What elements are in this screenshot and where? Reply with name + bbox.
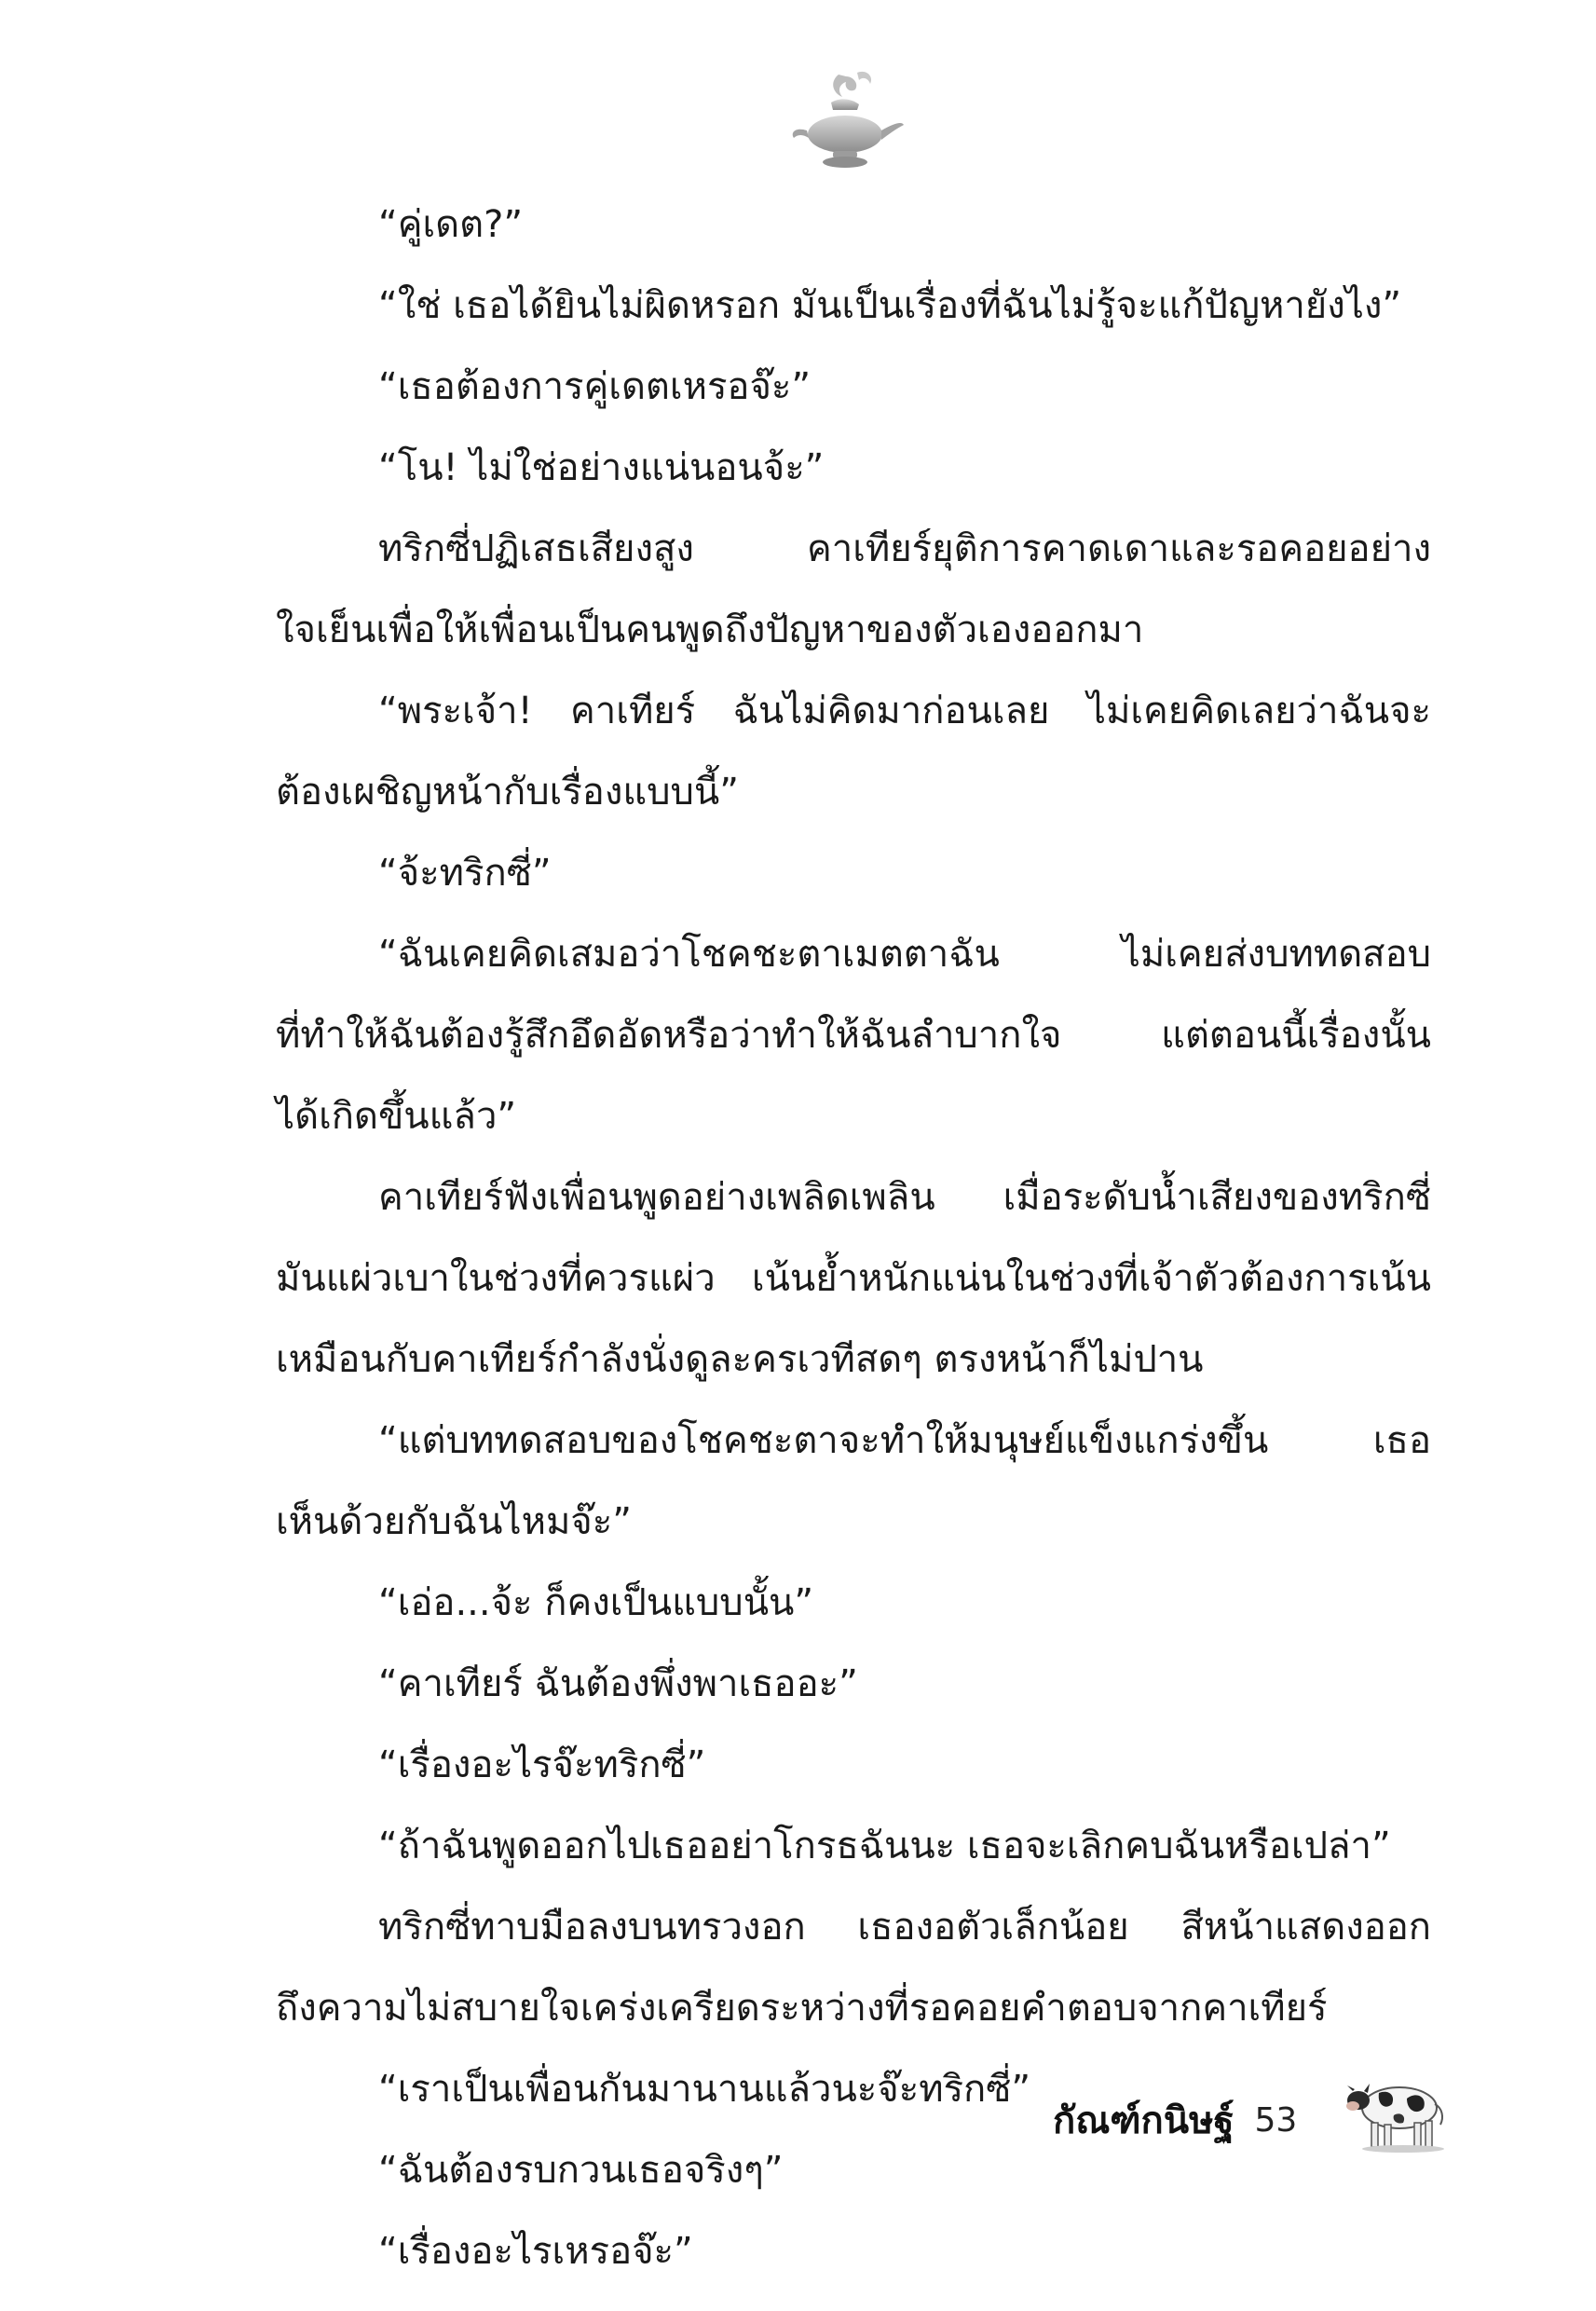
text-line: ถึงความไม่สบายใจเคร่งเครียดระหว่างที่รอคอยคำตอบจากคาเทียร์ bbox=[276, 1987, 1328, 2030]
text-line: ที่ทำให้ฉันต้องรู้สึกอึดอัดหรือว่าทำให้ฉันลำบากใจ แต่ตอนนี้เรื่องนั้น bbox=[276, 1014, 1431, 1057]
text-line: “ฉันต้องรบกวนเธอจริงๆ” bbox=[378, 2149, 784, 2192]
book-title: กัณฑ์กนิษฐ์ bbox=[1053, 2099, 1235, 2142]
text-line: มันแผ่วเบาในช่วงที่ควรแผ่ว เน้นย้ำหนักแน่นในช่วงที่เจ้าตัวต้องการเน้น bbox=[276, 1257, 1431, 1300]
text-line: ทริกซี่ปฏิเสธเสียงสูง คาเทียร์ยุติการคาดเดาและรอคอยอย่าง bbox=[378, 527, 1431, 570]
text-line: ทริกซี่ทาบมือลงบนทรวงอก เธองอตัวเล็กน้อย สีหน้าแสดงออก bbox=[378, 1906, 1431, 1949]
cow-icon bbox=[1342, 2063, 1453, 2156]
text-line: “ใช่ เธอได้ยินไม่ผิดหรอก มันเป็นเรื่องที่ฉันไม่รู้จะแก้ปัญหายังไง” bbox=[378, 284, 1402, 327]
text-line: เหมือนกับคาเทียร์กำลังนั่งดูละครเวทีสดๆ ตรงหน้าก็ไม่ปาน bbox=[276, 1338, 1204, 1381]
text-line: “แต่บททดสอบของโชคชะตาจะทำให้มนุษย์แข็งแกร่งขึ้น เธอ bbox=[378, 1419, 1431, 1462]
text-line: คาเทียร์ฟังเพื่อนพูดอย่างเพลิดเพลิน เมื่อระดับน้ำเสียงของทริกซี่ bbox=[378, 1176, 1431, 1219]
text-line: “โน! ไม่ใช่อย่างแน่นอนจ้ะ” bbox=[378, 446, 825, 489]
text-line: “จ้ะทริกซี่” bbox=[378, 852, 552, 895]
text-line: ต้องเผชิญหน้ากับเรื่องแบบนี้” bbox=[276, 771, 739, 814]
text-line: “ฉันเคยคิดเสมอว่าโชคชะตาเมตตาฉัน ไม่เคยส่งบททดสอบ bbox=[378, 933, 1431, 976]
text-line: “พระเจ้า! คาเทียร์ ฉันไม่คิดมาก่อนเลย ไม่เคยคิดเลยว่าฉันจะ bbox=[378, 690, 1431, 732]
text-line: “เธอต้องการคู่เดตเหรอจ๊ะ” bbox=[378, 365, 812, 408]
body-text bbox=[276, 185, 1431, 2292]
text-line: “เรื่องอะไรจ๊ะทริกซี่” bbox=[378, 1744, 706, 1786]
text-line: “คู่เดต?” bbox=[378, 203, 524, 246]
text-line: “ถ้าฉันพูดออกไปเธออย่าโกรธฉันนะ เธอจะเลิกคบฉันหรือเปล่า” bbox=[378, 1825, 1391, 1867]
text-line: ได้เกิดขึ้นแล้ว” bbox=[276, 1095, 517, 1138]
text-line: “เราเป็นเพื่อนกันมานานแล้วนะจ๊ะทริกซี่” bbox=[378, 2068, 1031, 2111]
text-line: ใจเย็นเพื่อให้เพื่อนเป็นคนพูดถึงปัญหาของตัวเองออกมา bbox=[276, 609, 1144, 651]
page-number: 53 bbox=[1254, 2100, 1298, 2140]
text-line: “คาเทียร์ ฉันต้องพึ่งพาเธออะ” bbox=[378, 1662, 858, 1705]
text-line: เห็นด้วยกับฉันไหมจ๊ะ” bbox=[276, 1500, 632, 1543]
lamp-ornament-icon bbox=[784, 65, 906, 177]
text-line: “เอ่อ...จ้ะ ก็คงเป็นแบบนั้น” bbox=[378, 1581, 814, 1624]
page-footer bbox=[1053, 2087, 1297, 2153]
text-line: “เรื่องอะไรเหรอจ๊ะ” bbox=[378, 2230, 693, 2273]
